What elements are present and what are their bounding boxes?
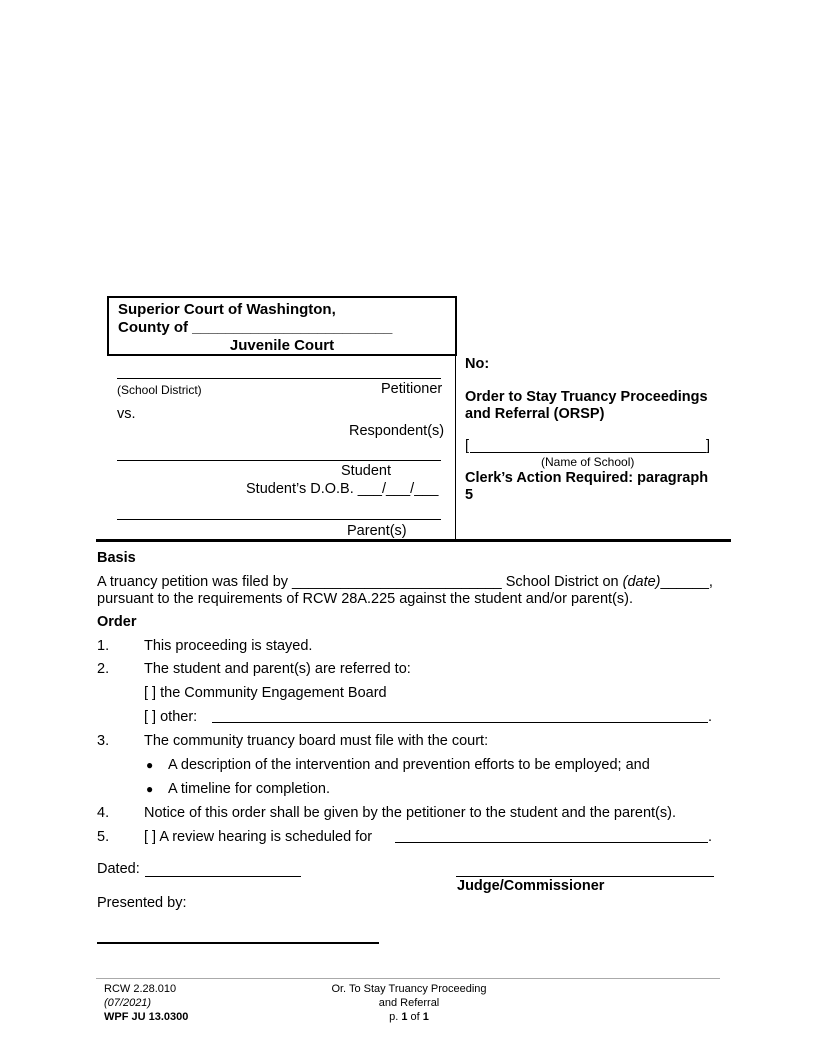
petitioner-label: Petitioner: [381, 381, 443, 397]
footer-title-line1: Or. To Stay Truancy Proceeding: [331, 983, 487, 995]
basis-text-line2: pursuant to the requirements of RCW 28A.225 against the student and/or parent(s).: [97, 591, 633, 607]
document-title-line1: Order to Stay Truancy Proceedings: [465, 389, 708, 405]
order-item-text: The student and parent(s) are referred to:: [144, 661, 411, 677]
clerk-action-line2: 5: [465, 487, 474, 503]
presenter-signature-field[interactable]: [97, 942, 379, 944]
vs-label: vs.: [117, 406, 136, 422]
order-item-text: This proceeding is stayed.: [144, 638, 313, 654]
period: .: [708, 829, 713, 845]
basis-date-field[interactable]: ______,: [660, 574, 713, 590]
dated-label: Dated:: [97, 861, 140, 877]
page-prefix: p.: [389, 1011, 402, 1023]
referral-option-other-checkbox[interactable]: [ ] other:: [144, 709, 198, 725]
review-hearing-date-field[interactable]: [395, 842, 708, 843]
order-item-number: 3.: [97, 733, 110, 749]
clerk-action-line1: Clerk’s Action Required: paragraph: [465, 470, 709, 486]
bullet-item-text: A timeline for completion.: [168, 781, 330, 797]
page-total: 1: [422, 1011, 429, 1023]
footer-rule: [96, 978, 720, 979]
student-label: Student: [341, 463, 391, 479]
review-hearing-checkbox[interactable]: [ ] A review hearing is scheduled for: [144, 829, 373, 845]
footer-title-line2: and Referral: [378, 997, 440, 1009]
court-name: Superior Court of Washington,: [118, 301, 336, 318]
parents-label: Parent(s): [347, 523, 407, 539]
parents-name-field[interactable]: [117, 519, 441, 520]
respondents-label: Respondent(s): [349, 423, 445, 439]
period: .: [708, 709, 713, 725]
judge-signature-field[interactable]: [456, 876, 714, 877]
page-of: of: [407, 1011, 423, 1023]
order-item-number: 4.: [97, 805, 110, 821]
bracket-close: ]: [706, 438, 711, 454]
student-dob-field[interactable]: Student’s D.O.B. ___/___/___: [246, 481, 439, 497]
page-current: 1: [401, 1011, 408, 1023]
order-item-number: 1.: [97, 638, 110, 654]
school-district-field[interactable]: [117, 378, 441, 379]
footer-rcw: RCW 2.28.010: [104, 983, 177, 995]
school-name-label: (Name of School): [541, 455, 635, 469]
court-division: Juvenile Court: [229, 337, 335, 354]
caption-divider: [455, 352, 456, 542]
basis-heading: Basis: [97, 550, 136, 566]
document-title-line2: and Referral (ORSP): [465, 406, 605, 422]
dated-field[interactable]: [145, 876, 301, 877]
bullet-icon: ●: [146, 758, 154, 772]
basis-text-line1: [97, 574, 713, 590]
student-name-field[interactable]: [117, 460, 441, 461]
school-district-label: (School District): [117, 383, 202, 397]
bracket-open: [: [465, 438, 470, 454]
court-caption-box: [107, 296, 457, 356]
basis-line1-text[interactable]: A truancy petition was filed by __________________________ School District on: [97, 574, 623, 590]
basis-date-label: (date): [622, 574, 661, 590]
order-heading: Order: [97, 614, 137, 630]
order-item-text: The community truancy board must file with the court:: [144, 733, 489, 749]
county-field[interactable]: County of ________________________: [118, 319, 393, 336]
order-item-text: Notice of this order shall be given by the petitioner to the student and the parent(s).: [144, 805, 676, 821]
case-number-label: No:: [465, 356, 490, 372]
footer-page-number: [309, 1011, 509, 1023]
footer-form-id: WPF JU 13.0300: [104, 1011, 189, 1023]
order-item-number: 5.: [97, 829, 110, 845]
referral-other-field[interactable]: [212, 722, 708, 723]
order-item-number: 2.: [97, 661, 110, 677]
caption-bottom-rule: [96, 539, 731, 542]
bullet-item-text: A description of the intervention and prevention efforts to be employed; and: [168, 757, 650, 773]
referral-option-ceb-checkbox[interactable]: [ ] the Community Engagement Board: [144, 685, 387, 701]
bullet-icon: ●: [146, 782, 154, 796]
presented-by-label: Presented by:: [97, 895, 187, 911]
judge-label: Judge/Commissioner: [457, 878, 605, 894]
school-name-field[interactable]: [470, 452, 706, 453]
footer-date: (07/2021): [104, 997, 152, 1009]
